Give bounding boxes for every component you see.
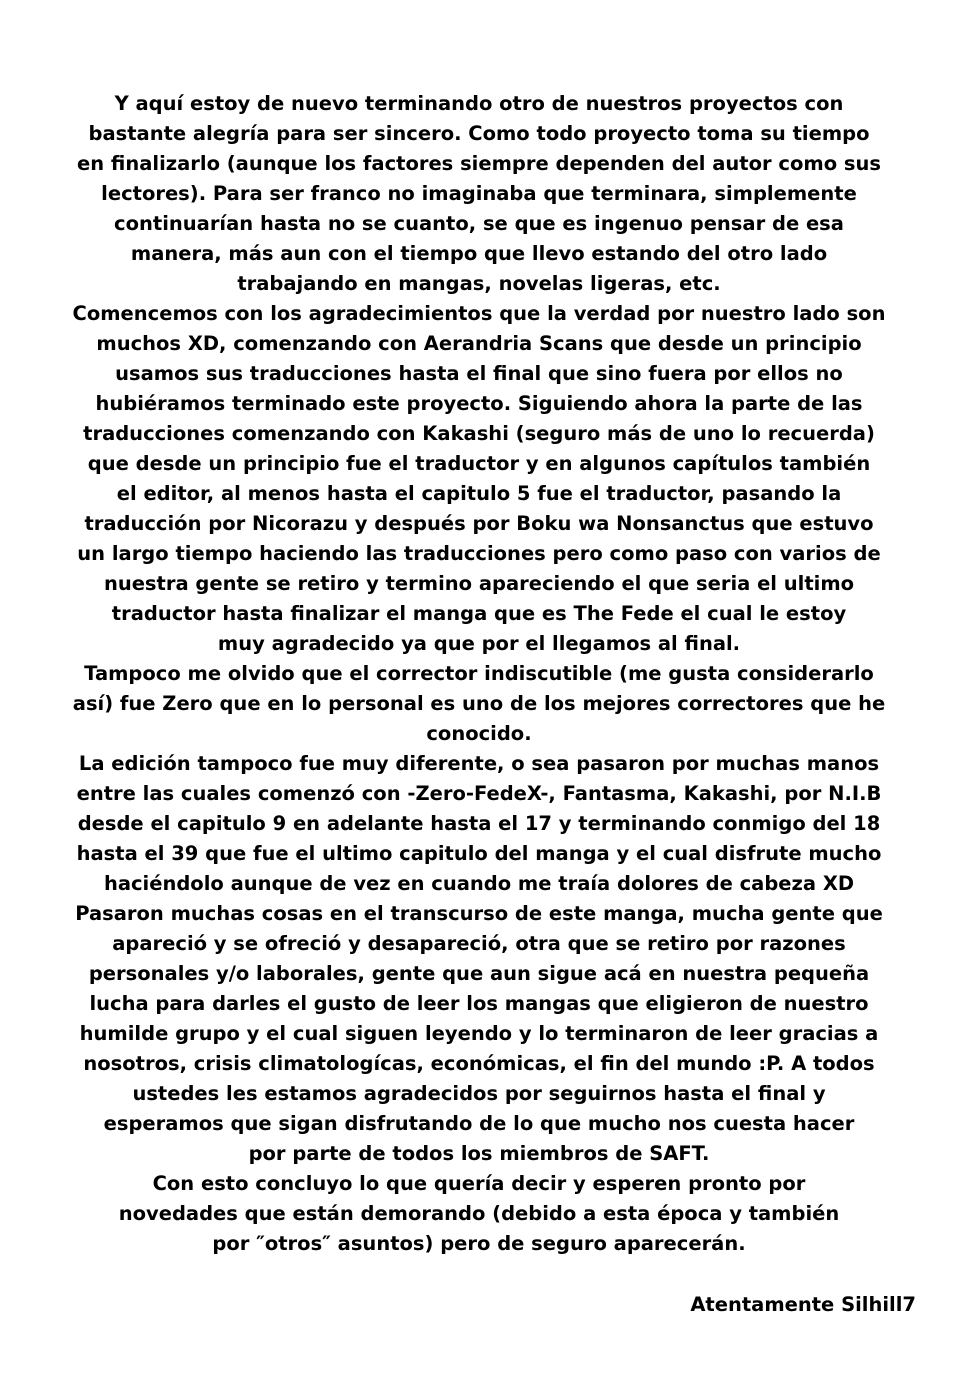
text-line: manera, más aun con el tiempo que llevo estando del otro lado [130,242,828,265]
text-line: usamos sus traducciones hasta el final que sino fuera por ellos no [115,362,843,385]
text-line: nuestra gente se retiro y termino apareciendo el que seria el ultimo [103,572,855,595]
text-line: Con esto concluyo lo que quería decir y esperen pronto por [152,1172,806,1195]
text-line: Y aquí estoy de nuevo terminando otro de nuestros proyectos con [114,92,844,115]
text-line: apareció y se ofreció y desapareció, otra que se retiro por razones [112,932,846,955]
text-line: por ″otros″ asuntos) pero de seguro aparecerán. [212,1232,746,1255]
text-line: continuarían hasta no se cuanto, se que es ingenuo pensar de esa [114,212,844,235]
text-line: así) fue Zero que en lo personal es uno de los mejores correctores que he [72,692,886,715]
text-line: Comencemos con los agradecimientos que la verdad por nuestro lado son [72,302,886,325]
text-line: traducción por Nicorazu y después por Boku wa Nonsanctus que estuvo [84,512,874,535]
text-line: trabajando en mangas, novelas ligeras, etc. [237,272,721,295]
text-line: un largo tiempo haciendo las traducciones pero como paso con varios de [77,542,881,565]
text-line: muy agradecido ya que por el llegamos al final. [217,632,741,655]
text-line: traductor hasta finalizar el manga que es The Fede el cual le estoy [111,602,847,625]
text-line: ustedes les estamos agradecidos por seguirnos hasta el final y [132,1082,826,1105]
text-line: humilde grupo y el cual siguen leyendo y lo terminaron de leer gracias a [79,1022,879,1045]
text-line: hasta el 39 que fue el ultimo capitulo del manga y el cual disfrute mucho [76,842,882,865]
text-line: novedades que están demorando (debido a esta época y también [118,1202,840,1225]
text-line: traducciones comenzando con Kakashi (seguro más de uno lo recuerda) [83,422,875,445]
text-line: La edición tampoco fue muy diferente, o sea pasaron por muchas manos [78,752,880,775]
signature: Atentamente Silhill7 [690,1293,916,1316]
text-line: el editor, al menos hasta el capitulo 5 fue el traductor, pasando la [116,482,842,505]
text-line: conocido. [426,722,532,745]
text-line: haciéndolo aunque de vez en cuando me traía dolores de cabeza XD [103,872,855,895]
text-line: bastante alegría para ser sincero. Como todo proyecto toma su tiempo [88,122,870,145]
text-line: lucha para darles el gusto de leer los mangas que eligieron de nuestro [89,992,869,1015]
letter-body [40,89,918,1259]
text-line: entre las cuales comenzó con -Zero-FedeX-, Fantasma, Kakashi, por N.I.B [76,782,882,805]
text-line: nosotros, crisis climatologícas, económicas, el fin del mundo :P. A todos [83,1052,875,1075]
text-line: por parte de todos los miembros de SAFT. [248,1142,710,1165]
text-line: Pasaron muchas cosas en el transcurso de este manga, mucha gente que [75,902,883,925]
text-line: esperamos que sigan disfrutando de lo que mucho nos cuesta hacer [103,1112,855,1135]
text-line: Tampoco me olvido que el corrector indiscutible (me gusta considerarlo [84,662,874,685]
text-line: muchos XD, comenzando con Aerandria Scans que desde un principio [96,332,862,355]
text-line: hubiéramos terminado este proyecto. Siguiendo ahora la parte de las [95,392,863,415]
text-line: desde el capitulo 9 en adelante hasta el 17 y terminando conmigo del 18 [77,812,881,835]
text-line: lectores). Para ser franco no imaginaba que terminara, simplemente [101,182,857,205]
text-line: que desde un principio fue el traductor y en algunos capítulos también [87,452,871,475]
text-line: en finalizarlo (aunque los factores siempre dependen del autor como sus [77,152,881,175]
text-line: personales y/o laborales, gente que aun sigue acá en nuestra pequeña [88,962,870,985]
